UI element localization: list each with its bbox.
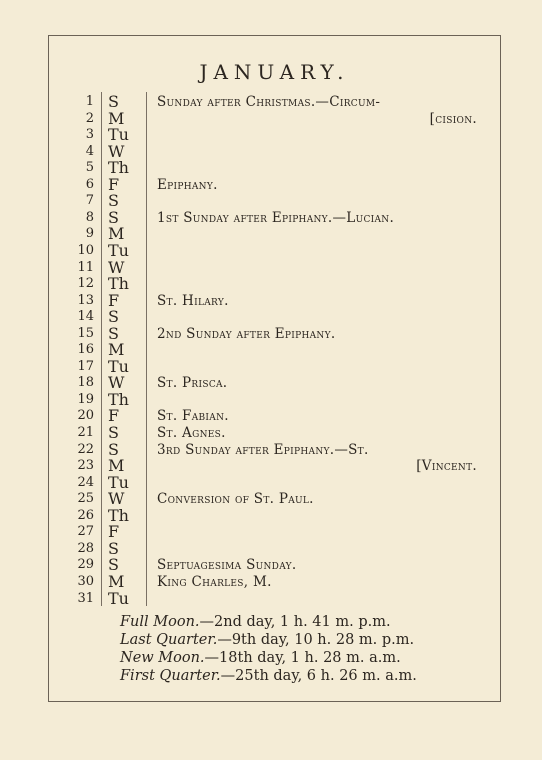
- calendar-row: [0, 94, 542, 110]
- day-event: 2nd Sunday after Epiphany.: [157, 325, 336, 342]
- weekday-abbrev: Tu: [108, 356, 129, 376]
- weekday-abbrev: W: [108, 489, 125, 509]
- day-event: Sunday after Christmas.—Circum-: [157, 94, 381, 110]
- weekday-abbrev: W: [108, 141, 125, 161]
- weekday-abbrev: M: [108, 456, 125, 476]
- weekday-abbrev: S: [108, 323, 119, 343]
- day-number: 10: [77, 242, 94, 258]
- day-number: 24: [77, 474, 94, 490]
- day-number: 26: [77, 507, 94, 523]
- day-number: 2: [85, 110, 94, 126]
- calendar-row: [0, 309, 542, 325]
- day-number: 3: [85, 127, 94, 143]
- weekday-abbrev: S: [108, 191, 119, 211]
- moon-phase-last-quarter: Last Quarter.—9th day, 10 h. 28 m. p.m.: [120, 632, 415, 648]
- weekday-abbrev: W: [108, 257, 125, 277]
- day-number: 12: [77, 276, 94, 292]
- day-event: 1st Sunday after Epiphany.—Lucian.: [157, 209, 395, 226]
- calendar-row: [0, 290, 542, 310]
- weekday-abbrev: Tu: [108, 240, 129, 260]
- calendar-row: [0, 425, 542, 441]
- day-event: 3rd Sunday after Epiphany.—St.: [157, 441, 369, 458]
- day-number: 6: [85, 176, 94, 192]
- calendar-row: [0, 408, 542, 424]
- day-number: 27: [77, 524, 94, 540]
- day-number: 1: [85, 94, 94, 109]
- weekday-abbrev: F: [108, 174, 120, 194]
- day-number: 25: [77, 491, 94, 507]
- day-number: 14: [77, 309, 94, 325]
- calendar-row: [0, 356, 542, 376]
- weekday-abbrev: M: [108, 340, 125, 360]
- moon-phase-new: New Moon.—18th day, 1 h. 28 m. a.m.: [120, 650, 401, 666]
- day-number: 16: [77, 342, 94, 358]
- calendar-row: [0, 571, 542, 591]
- day-number: 19: [77, 391, 94, 407]
- weekday-abbrev: S: [108, 207, 119, 227]
- day-number: 7: [85, 193, 94, 209]
- calendar-row: [0, 505, 542, 525]
- weekday-abbrev: S: [108, 555, 119, 575]
- weekday-abbrev: Tu: [108, 588, 129, 608]
- weekday-abbrev: F: [108, 290, 120, 310]
- weekday-abbrev: W: [108, 373, 125, 393]
- weekday-abbrev: S: [108, 307, 119, 327]
- weekday-abbrev: Th: [108, 274, 129, 294]
- month-title: JANUARY.: [199, 60, 350, 84]
- day-number: 13: [77, 292, 94, 308]
- day-number: 31: [77, 590, 94, 606]
- weekday-abbrev: Th: [108, 158, 129, 178]
- day-event: St. Agnes.: [157, 425, 226, 441]
- weekday-abbrev: S: [108, 538, 119, 558]
- day-number: 18: [77, 375, 94, 391]
- day-event: St. Fabian.: [157, 408, 229, 425]
- calendar-row: [0, 458, 542, 474]
- calendar-row: [0, 389, 542, 409]
- day-event: St. Prisca.: [157, 375, 228, 392]
- weekday-abbrev: F: [108, 522, 120, 542]
- calendar-row: [0, 207, 542, 227]
- calendar-row: [0, 375, 542, 391]
- day-event: [Vincent.: [416, 458, 477, 475]
- day-number: 8: [85, 209, 94, 225]
- day-number: 21: [77, 425, 94, 440]
- day-event: Epiphany.: [157, 176, 218, 193]
- day-number: 23: [77, 458, 94, 474]
- moon-phases: [120, 613, 500, 685]
- day-number: 30: [77, 573, 94, 589]
- day-number: 15: [77, 325, 94, 341]
- day-event: Conversion of St. Paul.: [157, 491, 314, 508]
- weekday-abbrev: M: [108, 224, 125, 244]
- day-number: 17: [77, 358, 94, 374]
- calendar-row: [0, 323, 542, 343]
- calendar-row: [0, 491, 542, 507]
- day-event: Septuagesima Sunday.: [157, 557, 297, 574]
- day-number: 9: [85, 226, 94, 242]
- calendar-row: [0, 588, 542, 608]
- day-event: St. Hilary.: [157, 292, 229, 309]
- calendar-row: [0, 472, 542, 492]
- day-number: 20: [77, 408, 94, 424]
- calendar-row: [0, 127, 542, 143]
- weekday-abbrev: M: [108, 571, 125, 591]
- moon-phase-first-quarter: First Quarter.—25th day, 6 h. 26 m. a.m.: [120, 668, 417, 684]
- calendar-row: [0, 557, 542, 573]
- day-number: 11: [77, 259, 94, 275]
- weekday-abbrev: Th: [108, 389, 129, 409]
- day-event: King Charles, M.: [157, 573, 272, 590]
- calendar-row: [0, 240, 542, 260]
- day-number: 4: [85, 143, 94, 159]
- calendar-row: [0, 174, 542, 194]
- moon-phase-full: Full Moon.—2nd day, 1 h. 41 m. p.m.: [120, 614, 391, 630]
- weekday-abbrev: S: [108, 423, 119, 442]
- weekday-abbrev: M: [108, 108, 125, 128]
- calendar-row: [0, 141, 542, 161]
- day-event: [cision.: [429, 110, 477, 127]
- weekday-abbrev: F: [108, 406, 120, 426]
- calendar-row: [0, 538, 542, 558]
- day-number: 29: [77, 557, 94, 573]
- weekday-abbrev: S: [108, 439, 119, 459]
- calendar-row: [0, 276, 542, 292]
- calendar-row: [0, 226, 542, 242]
- calendar-row: [0, 108, 542, 128]
- weekday-abbrev: Th: [108, 505, 129, 525]
- day-number: 28: [77, 540, 94, 556]
- weekday-abbrev: Tu: [108, 472, 129, 492]
- day-number: 22: [77, 441, 94, 457]
- calendar-row: [0, 193, 542, 209]
- calendar-row: [0, 439, 542, 459]
- calendar-row: [0, 160, 542, 176]
- weekday-abbrev: Tu: [108, 125, 129, 145]
- calendar-row: [0, 257, 542, 277]
- calendar-row: [0, 342, 542, 358]
- calendar-row: [0, 524, 542, 540]
- weekday-abbrev: S: [108, 92, 119, 111]
- day-number: 5: [85, 160, 94, 176]
